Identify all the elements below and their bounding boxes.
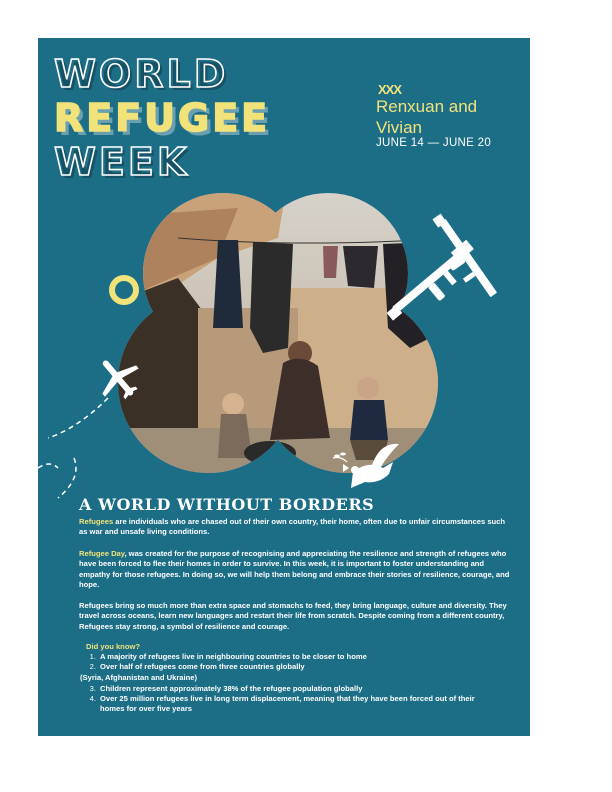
fact-item	[86, 694, 506, 715]
refugee-photo	[88, 178, 488, 508]
fact-text-continued: homes for over five years	[100, 704, 193, 714]
did-you-know-heading: Did you know?	[86, 642, 140, 651]
poster	[38, 38, 530, 736]
fact-text: A majority of refugees live in neighbouring countries to be closer to home	[100, 652, 367, 661]
fact-number: 4.	[89, 694, 96, 703]
photo-collage	[38, 178, 530, 508]
paragraph-refugee-day-text: , was created for the purpose of recognising and appreciating the resilience and strength of refugees who have been forced to flee their homes in order to survive. In this week, it is important to foster understanding and empathy for those refugees. In doing so, we will help them belong and embrace their stories of resilience, courage, and hope.	[79, 549, 510, 590]
fact-item	[86, 684, 362, 694]
fact-number: 2.	[89, 662, 96, 671]
fact-item	[86, 652, 367, 662]
fact-item	[86, 662, 305, 672]
fact-text: Over half of refugees come from three countries globally	[100, 662, 305, 671]
paragraph-refugees-text: are individuals who are chased out of their own country, their home, often due to unfair circumstances such as war and unsafe living conditions.	[79, 517, 506, 537]
highlight-refugees: Refugees	[79, 517, 114, 526]
paragraph-contributions: Refugees bring so much more than extra space and stomachs to feed, they bring language, culture and diversity. They travel across oceans, learn new languages and restart their life from scratch. Despite coming from a different country, Refugees stay strong, a symbol of resilience and courage.	[79, 601, 507, 631]
section-title: A WORLD WITHOUT BORDERS	[79, 495, 375, 514]
title-refugee: REFUGEE	[54, 96, 271, 140]
highlight-refugee-day: Refugee Day	[79, 549, 125, 558]
title-world: WORLD	[54, 52, 229, 96]
fact-note: (Syria, Afghanistan and Ukraine)	[80, 673, 198, 682]
ring-icon	[112, 278, 136, 302]
fact-text: Over 25 million refugees live in long term displacement, meaning that they have been forced out of their	[100, 694, 475, 703]
fact-number: 1.	[89, 652, 96, 661]
event-dates: JUNE 14 — JUNE 20	[376, 137, 492, 149]
paragraph-refugee-day	[79, 549, 514, 591]
fact-number: 3.	[89, 684, 96, 693]
cross-mark: XXX	[378, 82, 402, 97]
fact-text: Children represent approximately 38% of the refugee population globally	[100, 684, 363, 693]
title-week: WEEK	[54, 140, 190, 184]
dashed-flight-path	[48, 398, 108, 438]
paragraph-refugees	[79, 517, 514, 538]
author-names: Renxuan and Vivian	[376, 97, 478, 137]
